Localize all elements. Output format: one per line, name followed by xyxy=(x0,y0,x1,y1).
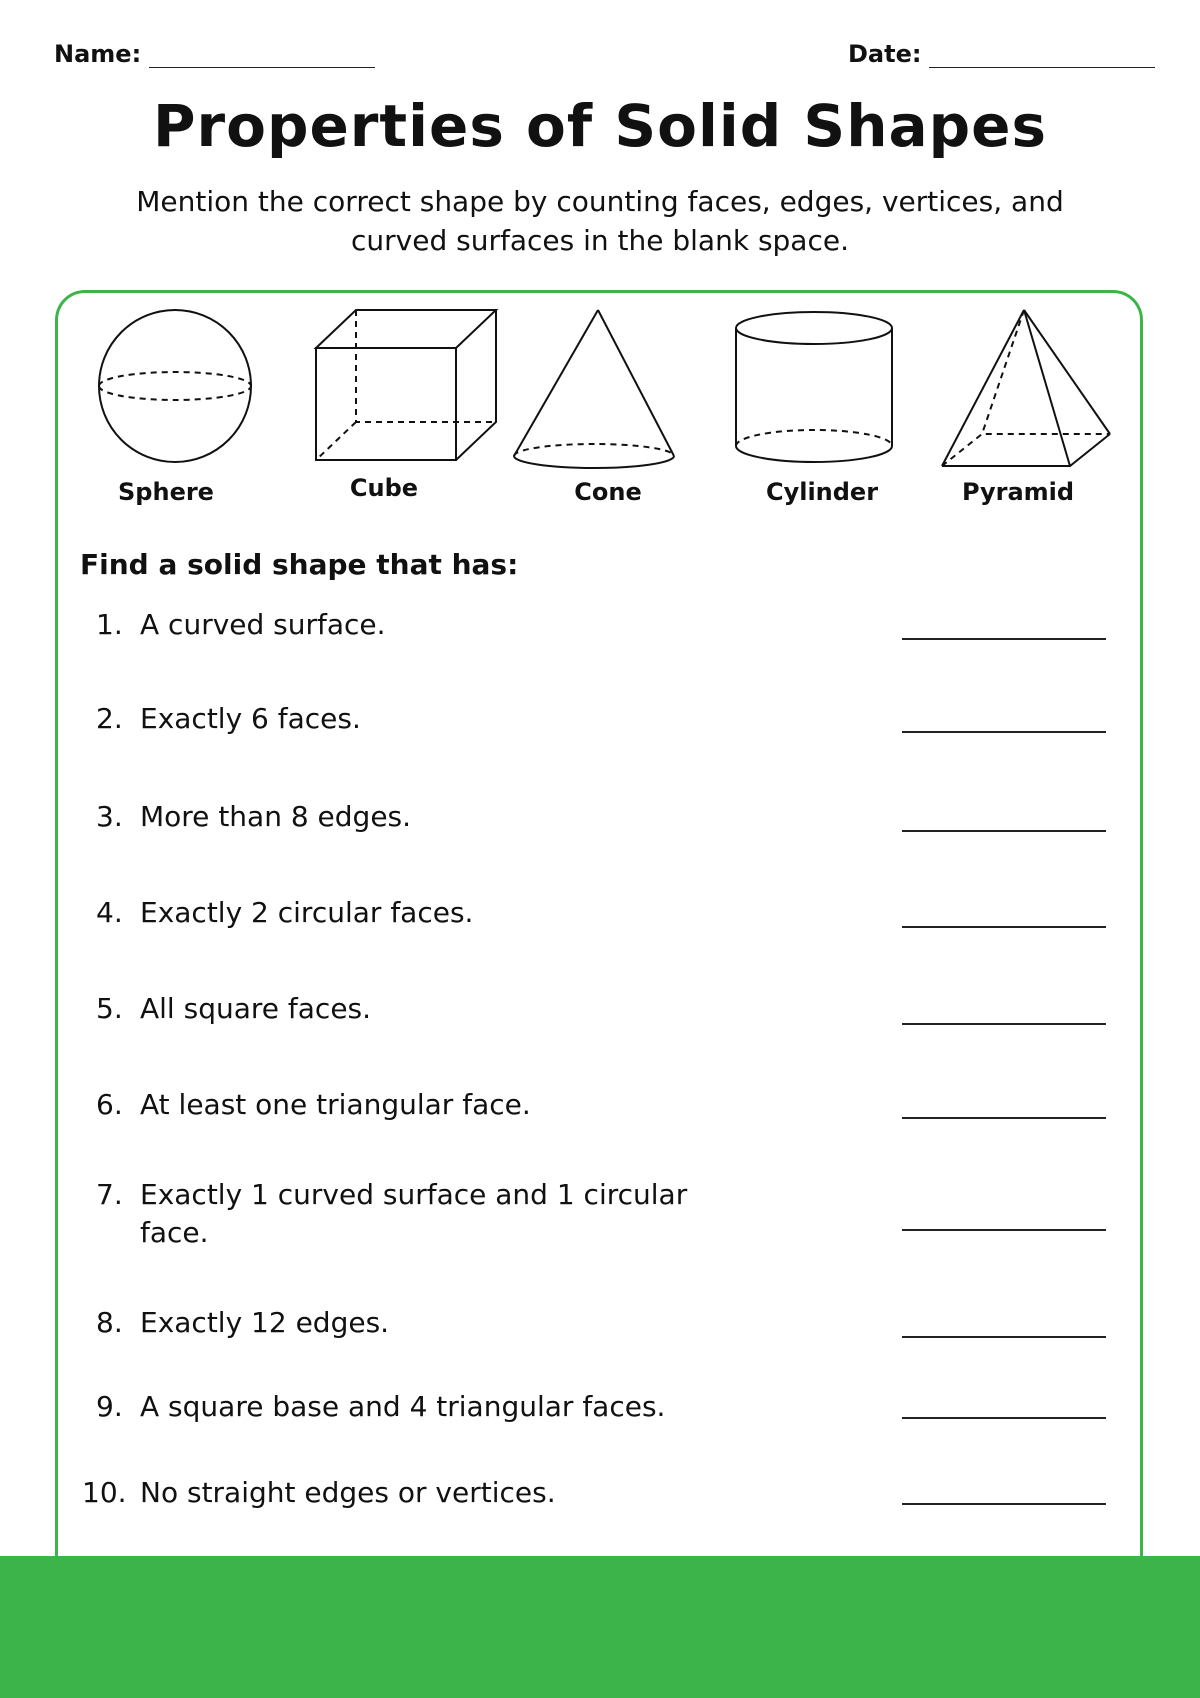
question-number: 1. xyxy=(96,608,123,641)
footer-band xyxy=(0,1556,1200,1698)
answer-blank[interactable] xyxy=(902,1117,1106,1119)
answer-blank[interactable] xyxy=(902,830,1106,832)
question-number: 5. xyxy=(96,992,123,1025)
question-text: Exactly 2 circular faces. xyxy=(140,896,474,929)
question-number: 9. xyxy=(96,1390,123,1423)
cone-icon xyxy=(510,306,680,470)
shape-label-pyramid: Pyramid xyxy=(961,478,1075,506)
shape-label-cone: Cone xyxy=(574,478,642,506)
answer-blank[interactable] xyxy=(902,638,1106,640)
question-text: A curved surface. xyxy=(140,608,386,641)
answer-blank[interactable] xyxy=(902,1417,1106,1419)
question-number: 6. xyxy=(96,1088,123,1121)
question-number: 10. xyxy=(82,1476,127,1509)
name-blank[interactable] xyxy=(149,43,375,68)
shape-label-cube: Cube xyxy=(349,474,419,502)
question-text: Exactly 1 curved surface and 1 circular face. xyxy=(140,1178,688,1249)
date-field[interactable] xyxy=(848,40,1155,68)
name-field[interactable] xyxy=(54,40,375,68)
shape-label-sphere: Sphere xyxy=(118,478,214,506)
question-text: At least one triangular face. xyxy=(140,1088,531,1121)
answer-blank[interactable] xyxy=(902,1023,1106,1025)
question-text: All square faces. xyxy=(140,992,372,1025)
question-text: More than 8 edges. xyxy=(140,800,412,833)
name-label: Name: xyxy=(54,40,142,68)
answer-blank[interactable] xyxy=(902,926,1106,928)
question-number: 3. xyxy=(96,800,123,833)
question-text: No straight edges or vertices. xyxy=(140,1476,556,1509)
page-title: Properties of Solid Shapes xyxy=(152,92,1048,160)
answer-blank[interactable] xyxy=(902,1503,1106,1505)
questions-prompt: Find a solid shape that has: xyxy=(80,548,519,581)
question-text: Exactly 12 edges. xyxy=(140,1306,390,1339)
question-number: 8. xyxy=(96,1306,123,1339)
instructions: Mention the correct shape by counting faces, edges, vertices, and curved surfaces in the blank space. xyxy=(136,185,1064,257)
shape-label-cylinder: Cylinder xyxy=(765,478,879,506)
question-number: 2. xyxy=(96,702,123,735)
date-label: Date: xyxy=(848,40,922,68)
question-text: Exactly 6 faces. xyxy=(140,702,361,735)
question-text: A square base and 4 triangular faces. xyxy=(140,1390,666,1423)
answer-blank[interactable] xyxy=(902,1229,1106,1231)
question-number: 7. xyxy=(96,1178,123,1211)
question-number: 4. xyxy=(96,896,123,929)
date-blank[interactable] xyxy=(929,43,1155,68)
cube-icon xyxy=(312,306,502,466)
pyramid-icon xyxy=(938,306,1114,470)
cylinder-icon xyxy=(732,308,896,468)
answer-blank[interactable] xyxy=(902,1336,1106,1338)
answer-blank[interactable] xyxy=(902,731,1106,733)
sphere-icon xyxy=(90,308,260,468)
